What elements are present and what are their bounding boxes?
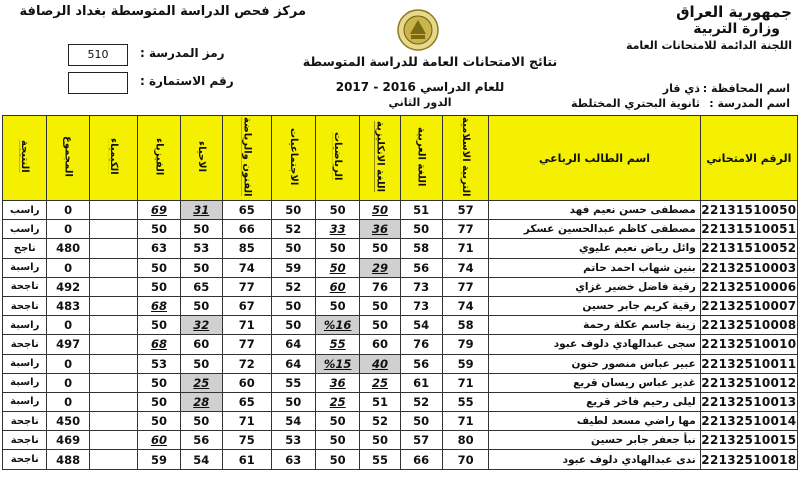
cell-c4: 50: [315, 450, 359, 469]
cell-exam-no: 22132510006: [700, 277, 797, 296]
cell-c6: 77: [222, 335, 271, 354]
cell-c2: 61: [400, 373, 442, 392]
cell-c4: %15: [315, 354, 359, 373]
exam-round: الدور الثاني: [388, 96, 452, 109]
cell-total: 0: [47, 258, 89, 277]
academic-year: [330, 80, 510, 94]
cell-result: ناجحة: [3, 431, 47, 450]
col-social: الاجتماعيات: [271, 116, 315, 201]
cell-c5: 53: [271, 431, 315, 450]
table-row: [3, 412, 798, 431]
cell-c7: 56: [180, 431, 222, 450]
cell-exam-no: 22131510051: [700, 220, 797, 239]
cell-c3: 50: [360, 201, 400, 220]
ministry-header: [626, 4, 792, 53]
cell-c8: 50: [138, 373, 180, 392]
cell-student-name: مصطفى كاظم عبدالحسين عسكر: [489, 220, 700, 239]
cell-c9: [89, 296, 138, 315]
cell-c4: 36: [315, 373, 359, 392]
cell-c2: 66: [400, 450, 442, 469]
cell-c8: 50: [138, 220, 180, 239]
cell-c8: 69: [138, 201, 180, 220]
cell-c3: 50: [360, 296, 400, 315]
cell-exam-no: 22132510003: [700, 258, 797, 277]
cell-c1: 71: [442, 412, 489, 431]
cell-c7: 28: [180, 392, 222, 411]
cell-result: ناجح: [3, 239, 47, 258]
exam-center-label: مركز فحص الدراسة المتوسطة بغداد الرصافة: [19, 4, 306, 19]
cell-c6: 65: [222, 201, 271, 220]
cell-result: ناجحة: [3, 335, 47, 354]
cell-c2: 52: [400, 392, 442, 411]
cell-c9: [89, 316, 138, 335]
ministry-emblem-icon: [396, 8, 440, 52]
cell-c1: 79: [442, 335, 489, 354]
cell-total: 450: [47, 412, 89, 431]
cell-c9: [89, 412, 138, 431]
cell-c2: 57: [400, 431, 442, 450]
cell-c3: 29: [360, 258, 400, 277]
cell-result: راسبة: [3, 316, 47, 335]
cell-c6: 61: [222, 450, 271, 469]
cell-result: راسبة: [3, 258, 47, 277]
cell-exam-no: 22132510011: [700, 354, 797, 373]
cell-c9: [89, 220, 138, 239]
cell-total: 0: [47, 373, 89, 392]
cell-c4: 55: [315, 335, 359, 354]
cell-c8: 50: [138, 277, 180, 296]
cell-result: ناجحة: [3, 277, 47, 296]
table-row: [3, 354, 798, 373]
cell-total: 0: [47, 392, 89, 411]
cell-result: راسب: [3, 201, 47, 220]
cell-c4: %16: [315, 316, 359, 335]
results-table: [2, 115, 798, 470]
table-row: [3, 450, 798, 469]
cell-total: 0: [47, 220, 89, 239]
cell-c3: 76: [360, 277, 400, 296]
col-arabic: اللغة العربية: [400, 116, 442, 201]
cell-c1: 71: [442, 373, 489, 392]
cell-c8: 50: [138, 412, 180, 431]
cell-c2: 58: [400, 239, 442, 258]
cell-student-name: مها راضي مسعد لطيف: [489, 412, 700, 431]
cell-student-name: ليلى رحيم فاخر قريع: [489, 392, 700, 411]
col-islamic: التربية الاسلامية: [442, 116, 489, 201]
cell-student-name: نبأ جعفر جابر حسين: [489, 431, 700, 450]
table-row: [3, 431, 798, 450]
cell-result: راسبة: [3, 373, 47, 392]
table-header-row: [3, 116, 798, 201]
governorate-label: اسم المحافظة :: [702, 82, 790, 95]
cell-exam-no: 22132510007: [700, 296, 797, 315]
cell-c6: 66: [222, 220, 271, 239]
cell-c8: 63: [138, 239, 180, 258]
cell-student-name: ندى عبدالهادي دلوف عبود: [489, 450, 700, 469]
cell-c2: 76: [400, 335, 442, 354]
col-chemistry: الكيمياء: [89, 116, 138, 201]
cell-c6: 74: [222, 258, 271, 277]
cell-c7: 32: [180, 316, 222, 335]
cell-c2: 73: [400, 277, 442, 296]
table-row: [3, 296, 798, 315]
cell-c7: 25: [180, 373, 222, 392]
cell-c7: 31: [180, 201, 222, 220]
table-row: [3, 258, 798, 277]
table-row: [3, 316, 798, 335]
cell-c6: 85: [222, 239, 271, 258]
cell-c5: 50: [271, 392, 315, 411]
cell-c5: 63: [271, 450, 315, 469]
cell-total: 497: [47, 335, 89, 354]
cell-c2: 50: [400, 220, 442, 239]
col-math: الرياضيات: [315, 116, 359, 201]
col-physics: الفيزياء: [138, 116, 180, 201]
cell-c4: 50: [315, 296, 359, 315]
cell-c2: 54: [400, 316, 442, 335]
cell-c3: 50: [360, 316, 400, 335]
cell-c9: [89, 392, 138, 411]
cell-result: ناجحة: [3, 450, 47, 469]
cell-c1: 74: [442, 296, 489, 315]
cell-c3: 51: [360, 392, 400, 411]
cell-c1: 74: [442, 258, 489, 277]
cell-c1: 77: [442, 220, 489, 239]
cell-c2: 56: [400, 258, 442, 277]
cell-c5: 64: [271, 335, 315, 354]
cell-c5: 64: [271, 354, 315, 373]
cell-c8: 50: [138, 316, 180, 335]
governorate-value: ذي قار: [662, 82, 700, 95]
cell-c3: 55: [360, 450, 400, 469]
school-code-label: رمز المدرسة :: [140, 46, 225, 60]
cell-c7: 50: [180, 412, 222, 431]
cell-c1: 77: [442, 277, 489, 296]
cell-c2: 51: [400, 201, 442, 220]
cell-c8: 60: [138, 431, 180, 450]
cell-c9: [89, 354, 138, 373]
cell-c6: 60: [222, 373, 271, 392]
cell-c7: 50: [180, 220, 222, 239]
cell-c6: 71: [222, 412, 271, 431]
cell-c8: 50: [138, 392, 180, 411]
cell-c7: 50: [180, 296, 222, 315]
cell-c3: 25: [360, 373, 400, 392]
cell-c4: 60: [315, 277, 359, 296]
cell-c5: 52: [271, 277, 315, 296]
cell-student-name: رقية كريم جابر حسين: [489, 296, 700, 315]
cell-c9: [89, 201, 138, 220]
cell-c8: 68: [138, 296, 180, 315]
col-total: المجموع: [47, 116, 89, 201]
cell-c6: 65: [222, 392, 271, 411]
cell-c6: 67: [222, 296, 271, 315]
cell-c4: 50: [315, 258, 359, 277]
committee-label: اللجنة الدائمة للامتحانات العامة: [625, 39, 792, 52]
cell-c7: 50: [180, 354, 222, 373]
cell-student-name: عبير عباس منصور حنون: [489, 354, 700, 373]
cell-exam-no: 22132510015: [700, 431, 797, 450]
form-no-label: رقم الاستمارة :: [140, 74, 234, 88]
cell-c7: 65: [180, 277, 222, 296]
cell-c3: 50: [360, 239, 400, 258]
cell-exam-no: 22132510014: [700, 412, 797, 431]
cell-total: 0: [47, 354, 89, 373]
cell-student-name: وائل رياض نعيم عليوي: [489, 239, 700, 258]
cell-c9: [89, 431, 138, 450]
cell-c5: 50: [271, 296, 315, 315]
cell-exam-no: 22131510050: [700, 201, 797, 220]
cell-c4: 50: [315, 412, 359, 431]
col-name: اسم الطالب الرباعي: [489, 116, 700, 201]
cell-c5: 54: [271, 412, 315, 431]
cell-total: 483: [47, 296, 89, 315]
cell-c5: 50: [271, 201, 315, 220]
cell-c5: 50: [271, 239, 315, 258]
cell-c7: 53: [180, 239, 222, 258]
cell-c6: 72: [222, 354, 271, 373]
cell-c1: 71: [442, 239, 489, 258]
cell-c3: 50: [360, 431, 400, 450]
cell-student-name: رقية فاضل خضير غزاي: [489, 277, 700, 296]
cell-c8: 68: [138, 335, 180, 354]
cell-c1: 57: [442, 201, 489, 220]
cell-result: راسب: [3, 220, 47, 239]
year-value: 2016 - 2017: [335, 80, 416, 94]
cell-c4: 50: [315, 431, 359, 450]
cell-c5: 52: [271, 220, 315, 239]
cell-c3: 60: [360, 335, 400, 354]
cell-c6: 77: [222, 277, 271, 296]
cell-total: 492: [47, 277, 89, 296]
cell-c4: 50: [315, 201, 359, 220]
cell-c2: 73: [400, 296, 442, 315]
col-result: النتيجة: [3, 116, 47, 201]
cell-c8: 53: [138, 354, 180, 373]
cell-c9: [89, 450, 138, 469]
cell-c9: [89, 239, 138, 258]
table-row: [3, 277, 798, 296]
cell-total: 469: [47, 431, 89, 450]
cell-total: 0: [47, 316, 89, 335]
cell-total: 488: [47, 450, 89, 469]
col-biology: الاحياء: [180, 116, 222, 201]
cell-c5: 50: [271, 316, 315, 335]
cell-exam-no: 22132510008: [700, 316, 797, 335]
cell-c6: 71: [222, 316, 271, 335]
cell-c7: 60: [180, 335, 222, 354]
cell-result: راسبة: [3, 354, 47, 373]
cell-c7: 54: [180, 450, 222, 469]
cell-exam-no: 22132510010: [700, 335, 797, 354]
cell-total: 0: [47, 201, 89, 220]
cell-student-name: سجى عبدالهادي دلوف عبود: [489, 335, 700, 354]
table-row: [3, 373, 798, 392]
cell-c9: [89, 335, 138, 354]
cell-total: 480: [47, 239, 89, 258]
cell-c6: 75: [222, 431, 271, 450]
col-english: اللغة الانكليزية: [360, 116, 400, 201]
cell-c2: 50: [400, 412, 442, 431]
col-art: الفنون والرياضة: [222, 116, 271, 201]
cell-c1: 55: [442, 392, 489, 411]
cell-student-name: غدير عباس ريسان قريع: [489, 373, 700, 392]
cell-c5: 59: [271, 258, 315, 277]
school-name-value: ثانوية البحتري المختلطة: [570, 97, 700, 110]
year-prefix: للعام الدراسي: [420, 80, 505, 94]
form-no-box: [68, 72, 128, 94]
cell-result: ناجحة: [3, 296, 47, 315]
table-row: [3, 201, 798, 220]
cell-result: ناجحة: [3, 412, 47, 431]
republic-label: جمهورية العراق: [676, 3, 792, 21]
cell-exam-no: 22131510052: [700, 239, 797, 258]
table-row: [3, 392, 798, 411]
page-title: نتائج الامتحانات العامة للدراسة المتوسطة: [302, 54, 558, 69]
cell-c4: 33: [315, 220, 359, 239]
cell-c7: 50: [180, 258, 222, 277]
cell-exam-no: 22132510018: [700, 450, 797, 469]
cell-c9: [89, 258, 138, 277]
cell-c1: 58: [442, 316, 489, 335]
cell-c1: 80: [442, 431, 489, 450]
cell-c9: [89, 277, 138, 296]
school-code-box: 510: [68, 44, 128, 66]
cell-exam-no: 22132510013: [700, 392, 797, 411]
table-row: [3, 335, 798, 354]
cell-c8: 59: [138, 450, 180, 469]
cell-c5: 55: [271, 373, 315, 392]
cell-student-name: بنين شهاب احمد حاتم: [489, 258, 700, 277]
ministry-label: وزارة التربية: [693, 21, 780, 37]
school-name-label: اسم المدرسة :: [709, 97, 790, 110]
cell-c3: 52: [360, 412, 400, 431]
cell-c1: 70: [442, 450, 489, 469]
cell-c3: 36: [360, 220, 400, 239]
cell-result: راسبة: [3, 392, 47, 411]
col-exam-no: الرقم الامتحاني: [700, 116, 797, 201]
cell-student-name: مصطفى حسن نعيم فهد: [489, 201, 700, 220]
cell-c8: 50: [138, 258, 180, 277]
cell-c9: [89, 373, 138, 392]
table-row: [3, 220, 798, 239]
cell-c4: 50: [315, 239, 359, 258]
table-row: [3, 239, 798, 258]
cell-c1: 59: [442, 354, 489, 373]
cell-exam-no: 22132510012: [700, 373, 797, 392]
cell-student-name: زينة جاسم عكلة رحمة: [489, 316, 700, 335]
cell-c3: 40: [360, 354, 400, 373]
cell-c4: 25: [315, 392, 359, 411]
cell-c2: 56: [400, 354, 442, 373]
